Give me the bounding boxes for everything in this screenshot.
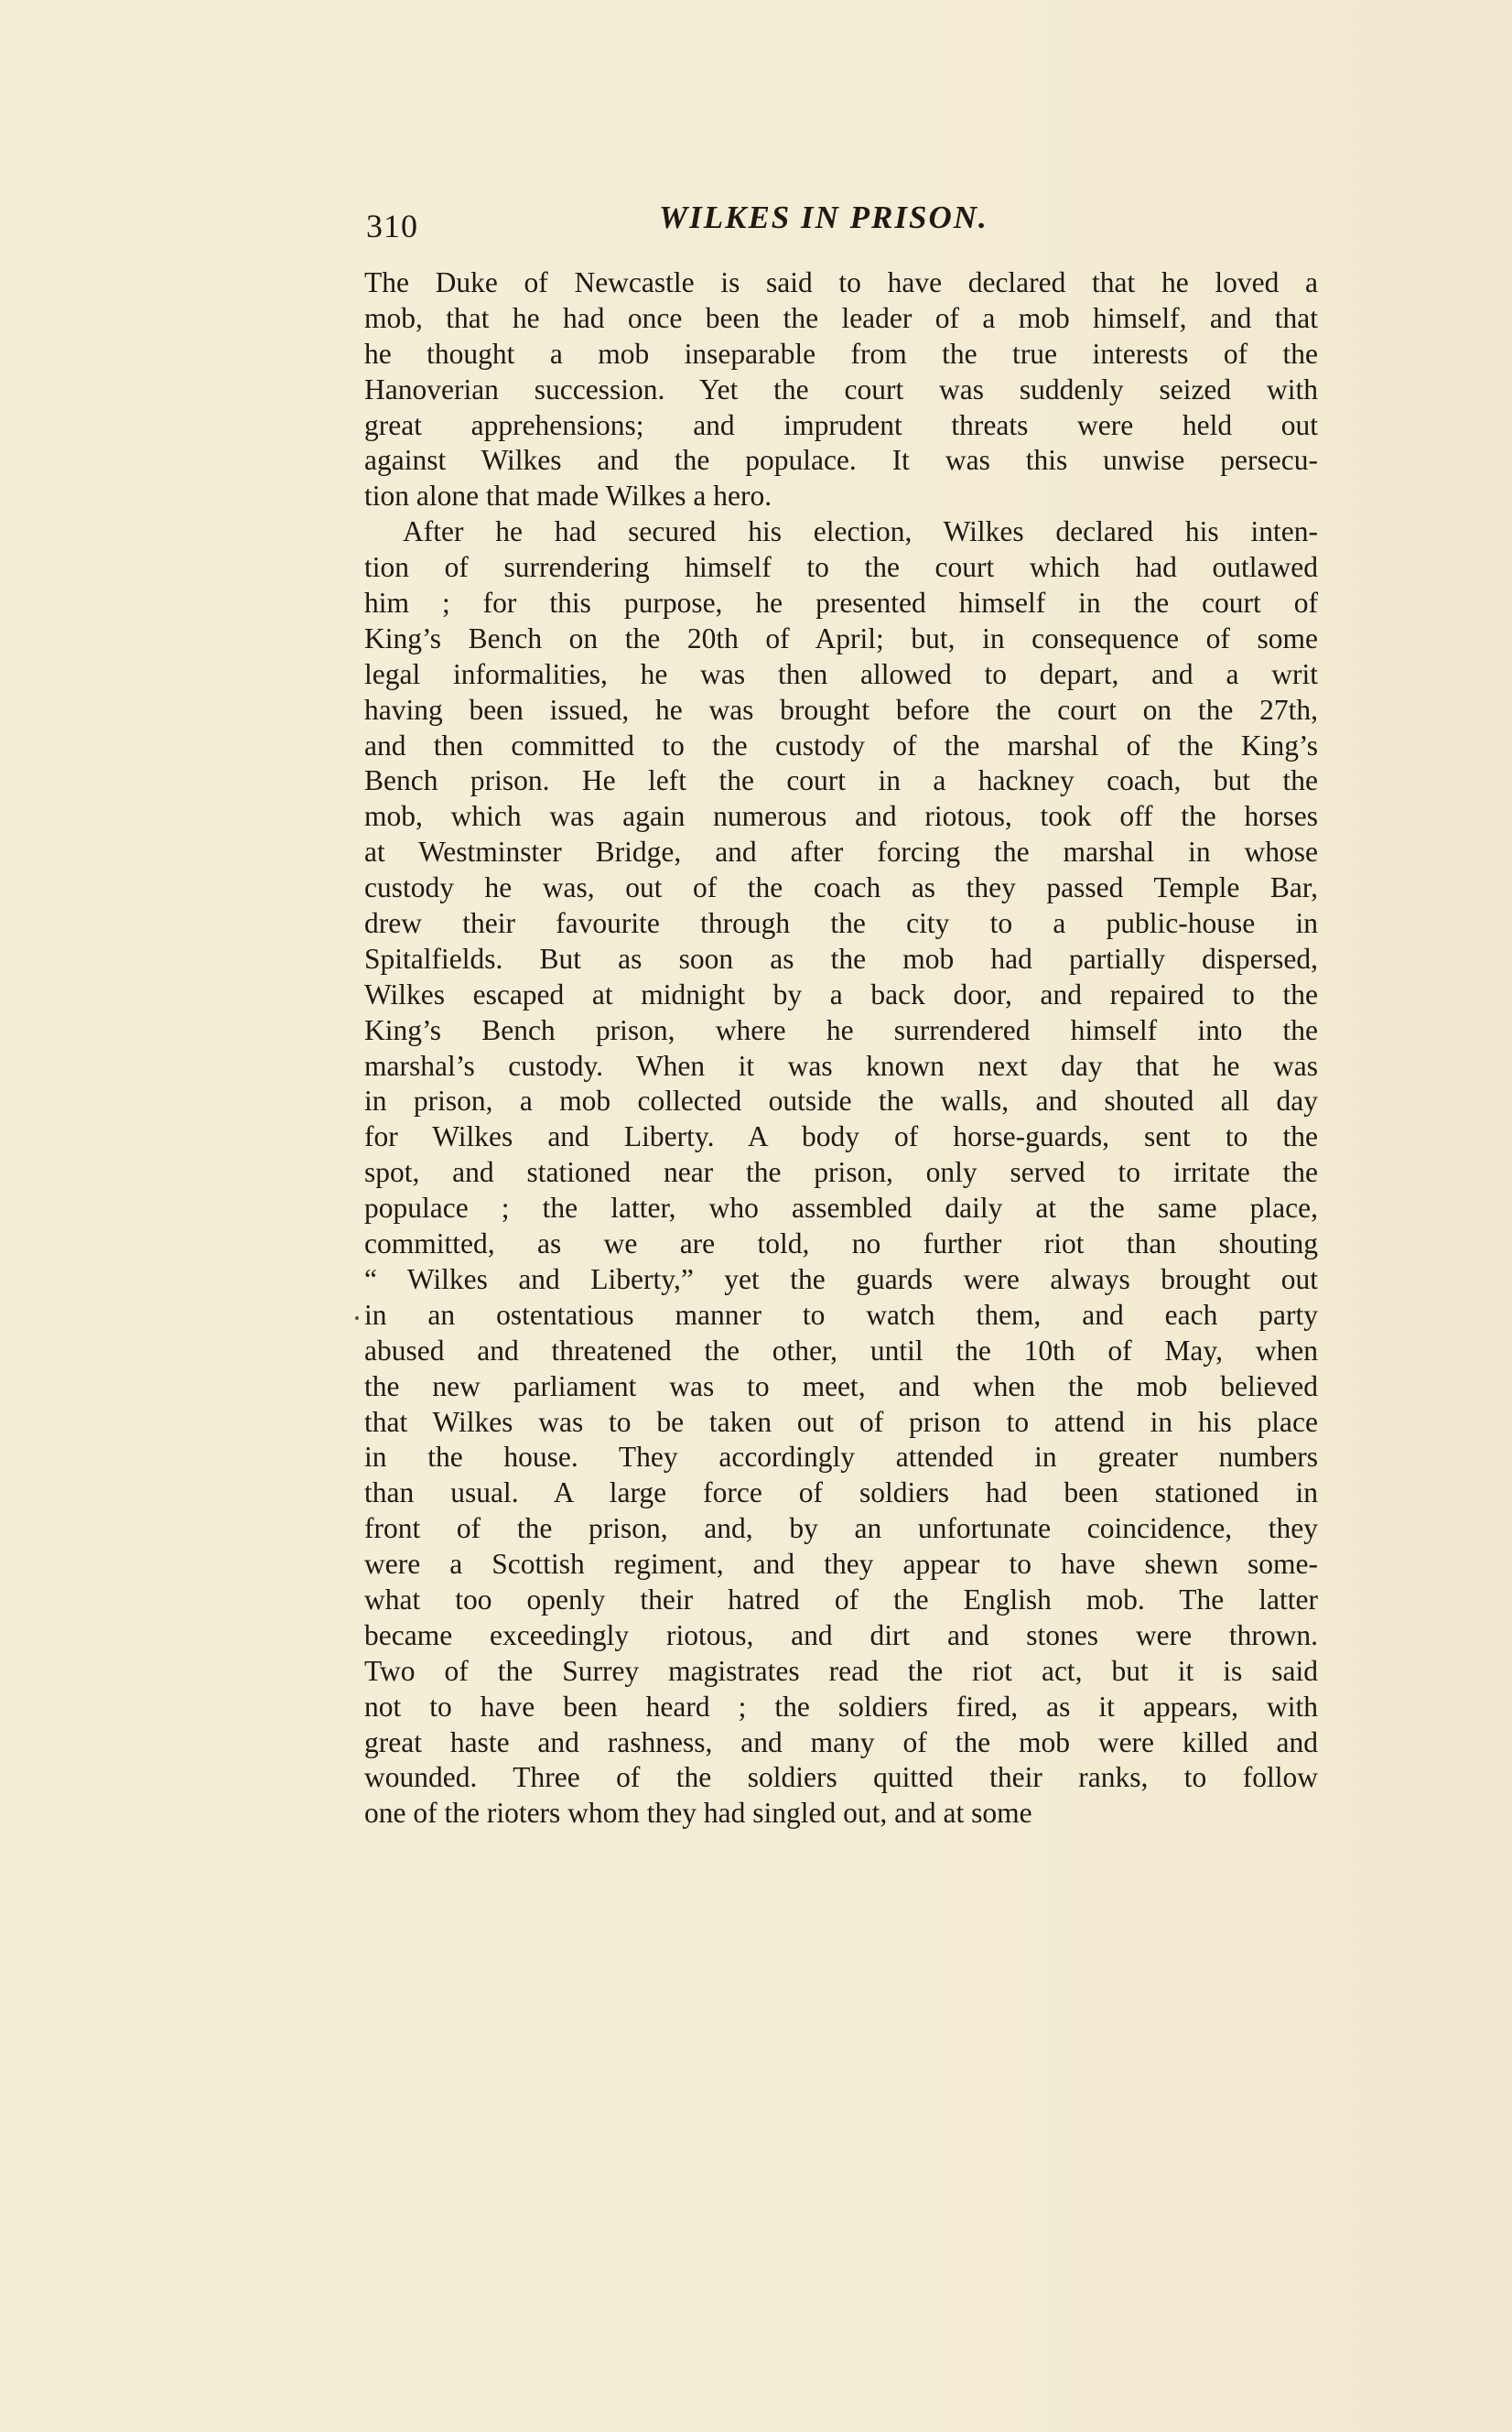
text-line: in prison, a mob collected outside the walls, and shouted all day xyxy=(364,1085,1318,1118)
text-line: Spitalfields. But as soon as the mob had partially dispersed, xyxy=(364,942,1318,975)
page-number: 310 xyxy=(366,208,418,244)
text-line: that Wilkes was to be taken out of prison to attend in his place xyxy=(364,1405,1318,1438)
text-line: the new parliament was to meet, and when the mob believed xyxy=(364,1369,1318,1402)
text-line: great apprehensions; and imprudent threats were held out xyxy=(364,408,1318,441)
text-line: at Westminster Bridge, and after forcing the marshal in whose xyxy=(364,836,1318,869)
text-line: Two of the Surrey magistrates read the riot act, but it is said xyxy=(364,1654,1318,1687)
text-line: After he had secured his election, Wilkes declared his inten- xyxy=(403,515,1318,548)
text-line: what too openly their hatred of the English mob. The latter xyxy=(364,1583,1318,1616)
text-line: mob, that he had once been the leader of a mob himself, and that xyxy=(364,301,1318,334)
text-line: were a Scottish regiment, and they appear to have shewn some- xyxy=(364,1548,1318,1581)
text-line: not to have been heard ; the soldiers fired, as it appears, with xyxy=(364,1690,1318,1723)
text-line: for Wilkes and Liberty. A body of horse-guards, sent to the xyxy=(364,1120,1318,1153)
text-line: legal informalities, he was then allowed to depart, and a writ xyxy=(364,657,1318,690)
text-line: front of the prison, and, by an unfortunate coincidence, they xyxy=(364,1512,1318,1545)
text-line: in the house. They accordingly attended in greater numbers xyxy=(364,1441,1318,1474)
text-line: tion alone that made Wilkes a hero. xyxy=(364,480,772,513)
text-line: tion of surrendering himself to the court which had outlawed xyxy=(364,551,1318,584)
text-line: mob, which was again numerous and riotous, took off the horses xyxy=(364,800,1318,833)
text-line: having been issued, he was brought before the court on the 27th, xyxy=(364,693,1318,726)
text-line: “ Wilkes and Liberty,” yet the guards were always brought out xyxy=(364,1262,1318,1295)
text-line: custody he was, out of the coach as they passed Temple Bar, xyxy=(364,871,1318,904)
text-line: wounded. Three of the soldiers quitted their ranks, to follow xyxy=(364,1761,1318,1794)
text-line: committed, as we are told, no further riot than shouting xyxy=(364,1227,1318,1260)
text-line: The Duke of Newcastle is said to have declared that he loved a xyxy=(364,266,1318,298)
text-line: Wilkes escaped at midnight by a back door, and repaired to the xyxy=(364,978,1318,1011)
text-line: in an ostentatious manner to watch them, and each party xyxy=(364,1298,1318,1331)
text-line: than usual. A large force of soldiers had been stationed in xyxy=(364,1476,1318,1509)
body-text xyxy=(364,265,1318,1832)
text-line: became exceedingly riotous, and dirt and stones were thrown. xyxy=(364,1618,1318,1651)
page-header xyxy=(366,200,1318,245)
text-line: King’s Bench on the 20th of April; but, in consequence of some xyxy=(364,622,1318,654)
text-line: Bench prison. He left the court in a hackney coach, but the xyxy=(364,764,1318,797)
text-line: King’s Bench prison, where he surrendered himself into the xyxy=(364,1013,1318,1046)
margin-mark xyxy=(355,1316,359,1320)
text-line: marshal’s custody. When it was known next day that he was xyxy=(364,1049,1318,1082)
text-line: and then committed to the custody of the marshal of the King’s xyxy=(364,729,1318,762)
text-line: populace ; the latter, who assembled daily at the same place, xyxy=(364,1192,1318,1225)
text-line: spot, and stationed near the prison, only served to irritate the xyxy=(364,1156,1318,1189)
text-line: one of the rioters whom they had singled out, and at some xyxy=(364,1797,1032,1830)
text-line: drew their favourite through the city to a public-house in xyxy=(364,907,1318,940)
running-head: WILKES IN PRISON. xyxy=(659,200,988,235)
text-line: abused and threatened the other, until the 10th of May, when xyxy=(364,1334,1318,1367)
text-line: Hanoverian succession. Yet the court was suddenly seized with xyxy=(364,373,1318,405)
text-line: him ; for this purpose, he presented himself in the court of xyxy=(364,587,1318,620)
text-line: great haste and rashness, and many of the mob were killed and xyxy=(364,1725,1318,1758)
text-line: against Wilkes and the populace. It was this unwise persecu- xyxy=(364,444,1318,477)
text-line: he thought a mob inseparable from the true interests of the xyxy=(364,337,1318,370)
